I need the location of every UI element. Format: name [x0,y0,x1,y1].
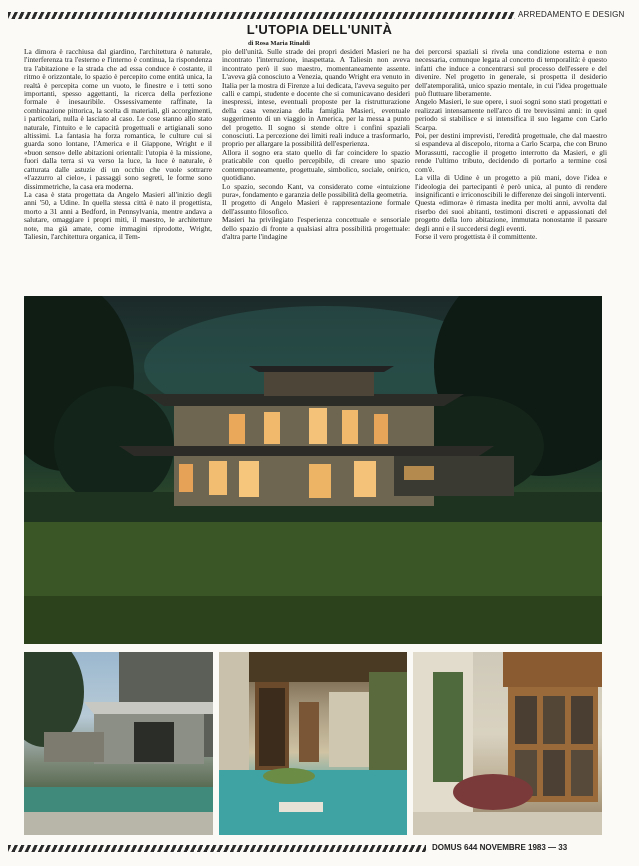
villa-exterior-photo [24,296,602,644]
paragraph: Forse il vero progettista è il committente. [415,231,538,241]
paragraph: dei percorsi spaziali si rivela una condizione esterna e non necessaria, comunque legata al concetto di temporalità: è questo infatti che induce a concentrarsi sul processo dell'essere e del divenire. Nel progetto in generale, si prospetta il desiderio dell'atemporalità, unico spazio mentale, in cui l'idea progettuale può fluttuare liberamente. [415,47,607,99]
villa-water-court-photo [219,652,407,835]
paragraph: Il progetto di Angelo Masieri è rappresentazione formale dell'assunto filosofico. [222,198,410,216]
header-decorative-stripe [8,12,515,19]
paragraph: Masieri ha privilegiato l'esperienza concettuale e sensoriale dello spazio di fronte a qualsiasi altra possibilità progettuale: d'altra parte l'indagine [222,215,410,241]
bay-window-illustration [413,652,602,835]
text-column-2 [222,48,410,241]
paragraph: La dimora è racchiusa dal giardino, l'architettura è naturale, l'interferenza tra l'esterno e l'interno è continua, la rispondenza tra l'abitazione e la strada che ad essa conduce è costante, il ritmo è orizzontale, lo spazio è percepito come entità unica, la realtà è percepita come un vuoto, le finestre e i tetti sono importanti, spesso aggettanti, la ricerca della perfezione formale è inesauribile. Ossessivamente raffinate, la combinazione pittorica, la scelta di materiali, gli accorgimenti, i particolari, nulla è lasciato al caso. Le cose stanno allo stato naturale, l'intuito e le capacità progettuali e artigianali sono altissimi. La fantasia ha forza romantica, le culture cui si guarda sono lontane, l'America e il Giappone, Wright e il «buon senso» delle abitazioni orientali: l'utopia è la missione, fuori dalla terra si va verso la luce, la luce è naturale, è catturata dalle astuzie di un occhio che vuole sottrarre «l'azzurro al cielo», i passaggi sono segreti, le forme sono dissimmetriche, la casa era moderna. [24,47,212,191]
page-footer: DOMUS 644 NOVEMBRE 1983 — 33 [432,843,568,852]
paragraph: La casa è stata progettata da Angelo Masieri all'inizio degli anni '50, a Udine. In quella stessa città è nato il progettista, morto a 31 anni a Bedford, in Pennsylvania, mentre andava a salutare, omaggiare i propri miti, il maestro, le architetture note, ma già amate, come immagini riprodotte, Wright, Taliesin, l'architettura organica, il Tem- [24,189,212,241]
paragraph: Allora il sogno era stato quello di far coincidere lo spazio praticabile con quello percepibile, di creare uno spazio contemporaneamente, progettuale, simbolico, sociale, onirico, quotidiano. [222,147,410,183]
article-byline: di Rosa Maria Rinaldi [248,40,310,47]
pool-exterior-illustration [24,652,213,835]
paragraph: Lo spazio, secondo Kant, va considerato come «intuizione pura», fondamento e garanzia delle possibilità della geometria. [222,181,410,199]
footer-decorative-stripe [8,845,426,852]
villa-pool-photo [24,652,213,835]
paragraph: Angelo Masieri, le sue opere, i suoi sogni sono stati progettati e realizzati intensamente nell'arco di tre brevissimi anni: in quel periodo si stabilisce e si intensifica il suo legame con Carlo Scarpa. [415,97,607,132]
villa-illustration [24,296,602,644]
paragraph: Poi, per destini imprevisti, l'eredità progettuale, che dal maestro si espandeva al discepolo, ritorna a Carlo Scarpa, che con Bruno Morassutti, raccoglie il progetto interrotto da Masieri, e gli rende l'ultimo tributo, decidendo di portarlo a termine così com'è. [415,131,607,174]
paragraph: La villa di Udine è un progetto a più mani, dove l'idea e l'ideologia dei partecipanti è però unica, al punto di rendere insignificanti e irriconoscibili le differenze dei singoli interventi. [415,173,607,199]
villa-bay-window-photo [413,652,602,835]
text-column-1 [24,48,212,241]
article-title: L'UTOPIA DELL'UNITÀ [246,22,393,37]
section-label: ARREDAMENTO E DESIGN [518,10,625,19]
text-column-3 [415,48,607,241]
water-court-illustration [219,652,407,835]
paragraph: pio dell'unità. Sulle strade dei propri desideri Masieri ne ha incontrato l'interruzione, inaspettata. A Taliesin non aveva incontrato però il suo maestro, momentaneamente assente. L'aveva già conosciuto a Venezia, quando Wright era venuto in Italia per la mostra di Firenze a lui dedicata, l'aveva seguito per calli e campi, studente e docente che si comunicavano desideri inespressi, intese, eventuali proposte per la ristrutturazione della casa veneziana della famiglia Masieri, eventuale suggerimento di un viaggio in America, per la messa a punto del progetto. Il sogno si stende oltre i confini spaziali conosciuti. La percezione dei limiti reali induce a trasformarlo, proprio per allargare la possibilità dell'esperienza. [222,47,410,149]
paragraph: Questa «dimora» è rimasta inedita per molti anni, avvolta dal riserbo dei suoi abitanti, testimoni discreti e appassionati del progetto della loro abitazione, immutata nonostante il passare degli anni e il succedersi degli eventi. [415,198,607,233]
